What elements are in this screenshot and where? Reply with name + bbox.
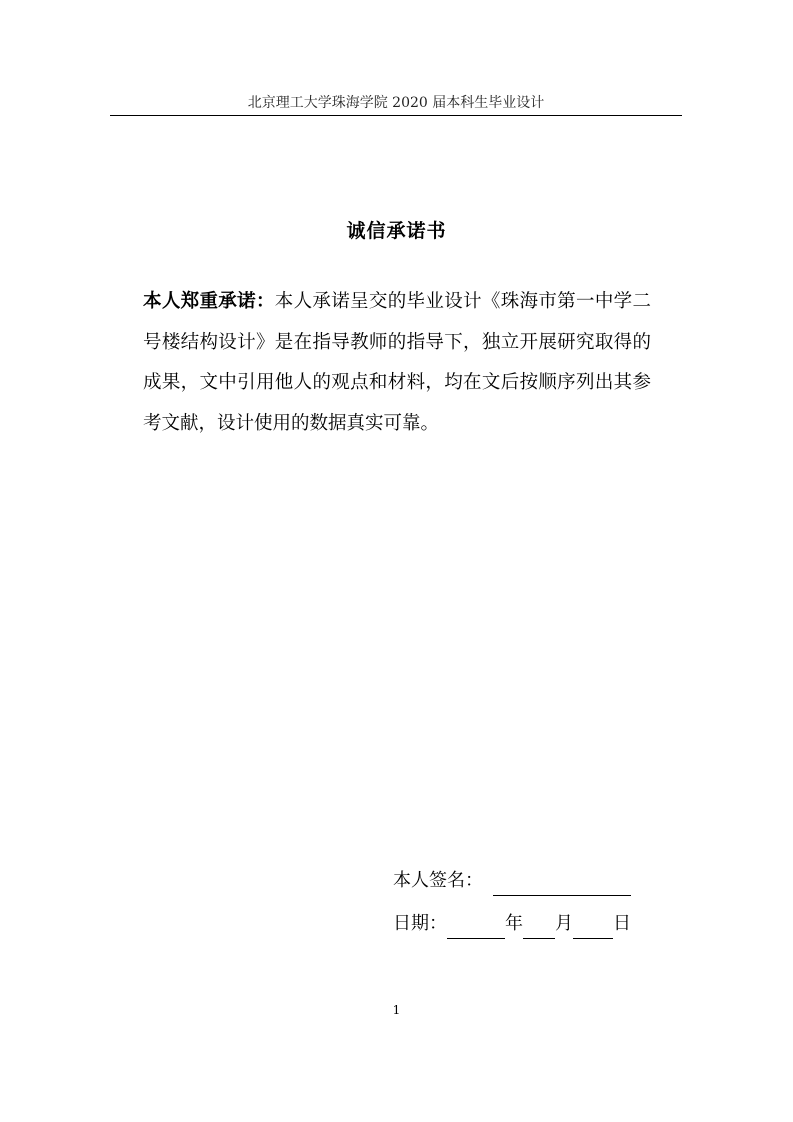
- header-divider: [110, 115, 682, 116]
- pledge-body: 本人承诺呈交的毕业设计《珠海市第一中学二号楼结构设计》是在指导教师的指导下，独立开展研究取得的成果，文中引用他人的观点和材料，均在文后按顺序列出其参考文献，设计使用的数据真实可靠。: [143, 291, 651, 434]
- document-title: 诚信承诺书: [346, 220, 447, 242]
- date-line: [393, 909, 631, 939]
- year-label: 年: [505, 913, 523, 934]
- signature-label: 本人签名：: [393, 870, 483, 891]
- year-blank: [447, 916, 505, 939]
- day-label: 日: [613, 913, 631, 934]
- month-label: 月: [555, 913, 573, 934]
- page-header: 北京理工大学珠海学院 2020 届本科生毕业设计: [247, 95, 545, 111]
- pledge-paragraph: [143, 282, 651, 444]
- signature-blank: [493, 873, 631, 896]
- month-blank: [523, 916, 555, 939]
- day-blank: [573, 916, 613, 939]
- date-label: 日期：: [393, 913, 447, 934]
- signature-line: [393, 866, 631, 896]
- page-number: 1: [392, 1003, 401, 1017]
- pledge-lead: 本人郑重承诺：: [143, 291, 275, 312]
